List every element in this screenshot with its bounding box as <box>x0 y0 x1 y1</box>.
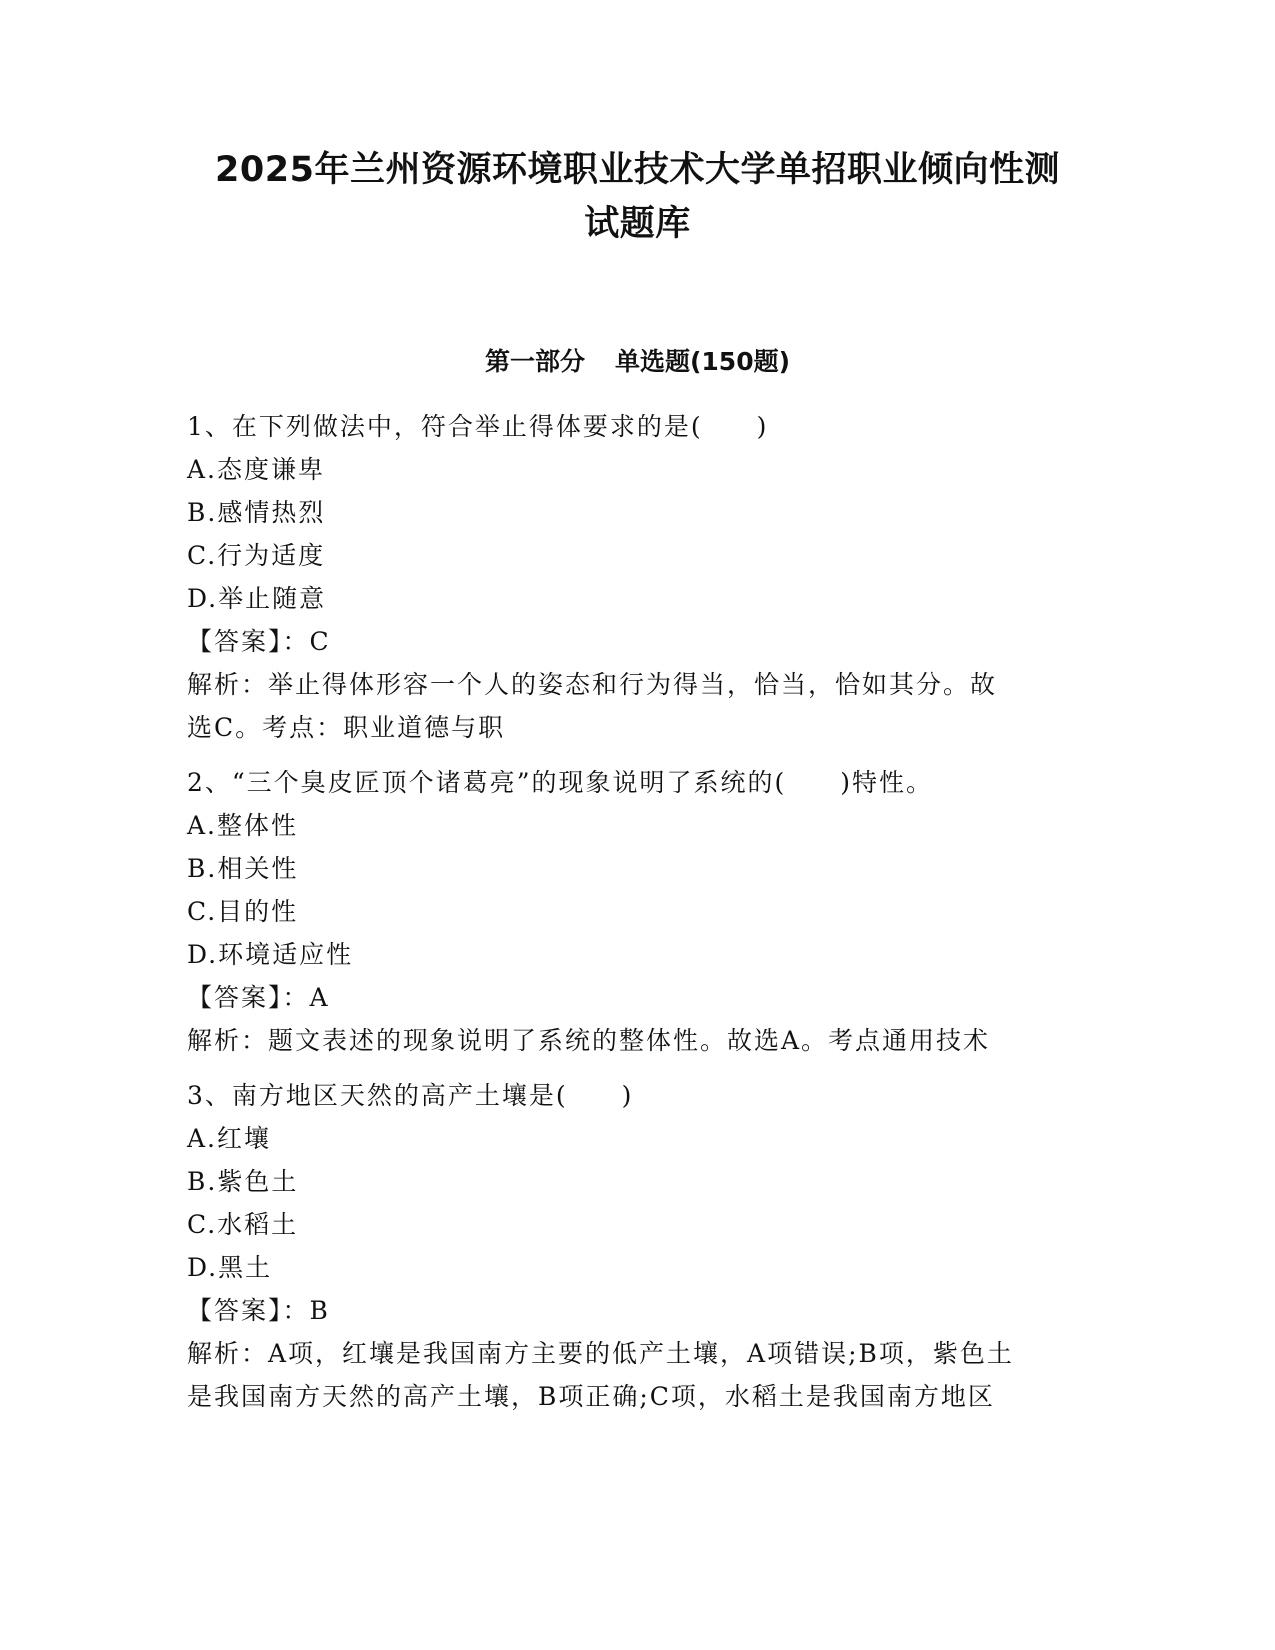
analysis-line: 解析：举止得体形容一个人的姿态和行为得当，恰当，恰如其分。故 <box>187 670 998 699</box>
page-title <box>150 143 1125 251</box>
option-d: D.举止随意 <box>187 584 327 613</box>
option-c: C.水稻土 <box>187 1210 299 1239</box>
option-d: D.环境适应性 <box>187 940 354 969</box>
title-line-2: 试题库 <box>584 204 691 244</box>
question-2 <box>187 761 1067 1062</box>
option-b: B.感情热烈 <box>187 498 326 527</box>
question-stem: 3、南方地区天然的高产土壤是( ) <box>187 1081 634 1110</box>
option-c: C.行为适度 <box>187 541 326 570</box>
section-type: 单选题(150题) <box>614 347 791 376</box>
option-a: A.态度谦卑 <box>187 455 326 484</box>
analysis-line: 是我国南方天然的高产土壤，B项正确;C项，水稻土是我国南方地区 <box>187 1382 995 1411</box>
option-b: B.紫色土 <box>187 1167 299 1196</box>
option-c: C.目的性 <box>187 897 299 926</box>
section-part: 第一部分 <box>484 347 585 376</box>
option-d: D.黑土 <box>187 1253 273 1282</box>
question-stem: 2、“三个臭皮匠顶个诸葛亮”的现象说明了系统的( )特性。 <box>187 768 933 797</box>
section-heading <box>150 344 1125 380</box>
option-b: B.相关性 <box>187 854 299 883</box>
option-a: A.整体性 <box>187 811 299 840</box>
answer-line: 【答案】：B <box>187 1296 330 1325</box>
answer-line: 【答案】：C <box>187 627 331 656</box>
question-list <box>187 405 1067 1430</box>
answer-line: 【答案】：A <box>187 983 330 1012</box>
analysis-line: 解析：题文表述的现象说明了系统的整体性。故选A。考点通用技术 <box>187 1026 991 1055</box>
question-1 <box>187 405 1067 749</box>
title-line-1: 2025年兰州资源环境职业技术大学单招职业倾向性测 <box>215 150 1060 190</box>
question-3 <box>187 1074 1067 1418</box>
option-a: A.红壤 <box>187 1124 272 1153</box>
analysis-line: 选C。考点：职业道德与职 <box>187 713 506 742</box>
analysis-line: 解析：A项，红壤是我国南方主要的低产土壤，A项错误;B项，紫色土 <box>187 1339 1014 1368</box>
question-stem: 1、在下列做法中，符合举止得体要求的是( ) <box>187 412 769 441</box>
